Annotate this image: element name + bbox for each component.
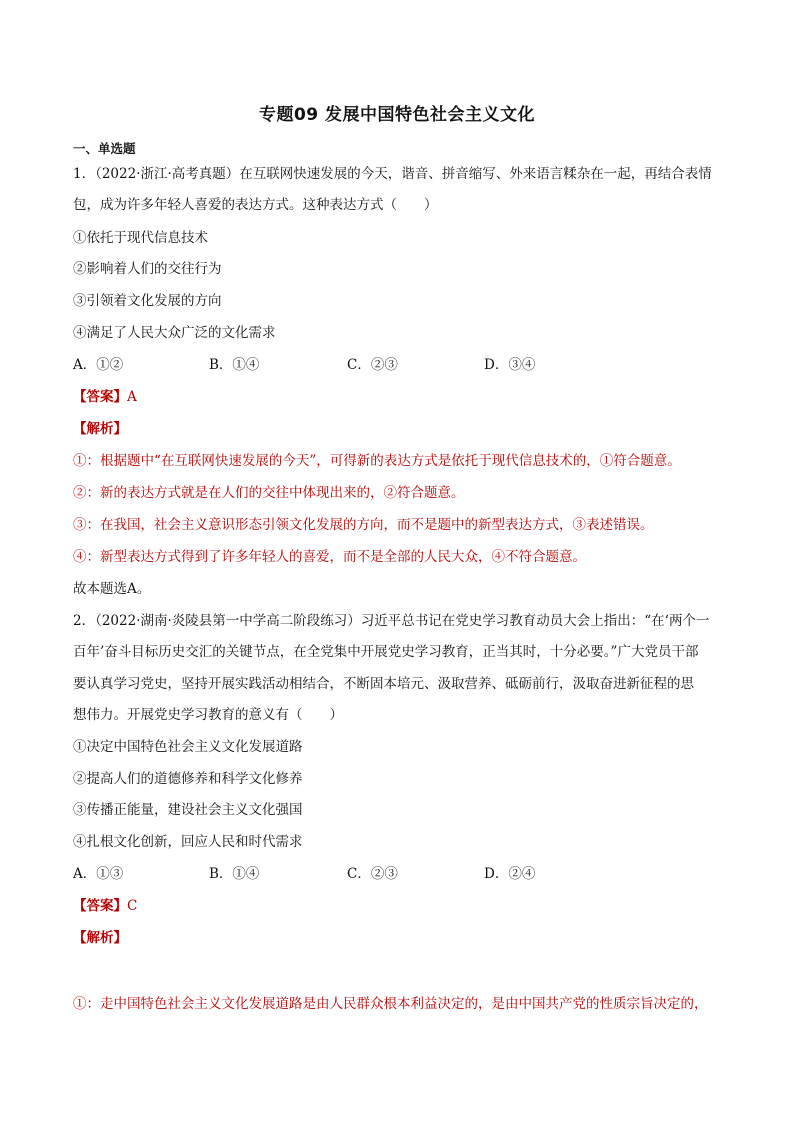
q2-option-b: B．①④ — [209, 866, 260, 882]
q2-answer — [73, 897, 137, 915]
analysis-label: 【解析】 — [73, 421, 127, 437]
q1-statement-4: ④满足了人民大众广泛的文化需求 — [73, 325, 276, 341]
q2-stem-line-1: 2．（2022·湖南·炎陵县第一中学高二阶段练习）习近平总书记在党史学习教育动员大会上指出：“在‘两个一 — [73, 613, 710, 629]
answer-value: A — [127, 389, 137, 405]
q1-analysis-2: ②：新的表达方式就是在人们的交往中体现出来的，②符合题意。 — [73, 485, 465, 501]
q1-analysis-1: ①：根据题中“在互联网快速发展的今天”，可得新的表达方式是依托于现代信息技术的，①符合题意。 — [73, 453, 681, 469]
analysis-label: 【解析】 — [73, 930, 127, 946]
q1-analysis-heading — [73, 420, 127, 438]
answer-label: 【答案】 — [73, 898, 127, 914]
q2-stem-line-2: 百年’奋斗目标历史交汇的关键节点，在全党集中开展党史学习教育，正当其时，十分必要。”广大党员干部 — [73, 644, 699, 660]
answer-label: 【答案】 — [73, 389, 127, 405]
q2-option-a: A．①③ — [73, 866, 124, 882]
q2-stem-line-3: 要认真学习党史，坚持开展实践活动相结合，不断固本培元、汲取营养、砥砺前行，汲取奋进新征程的思 — [73, 676, 694, 692]
q1-analysis-4: ④：新型表达方式得到了许多年轻人的喜爱，而不是全部的人民大众，④不符合题意。 — [73, 549, 586, 565]
q1-stem-line-1: 1．（2022·浙江·高考真题）在互联网快速发展的今天，谐音、拼音缩写、外来语言糅杂在一起，再结合表情 — [73, 166, 712, 182]
q2-statement-4: ④扎根文化创新，回应人民和时代需求 — [73, 834, 303, 850]
q2-analysis-1: ①：走中国特色社会主义文化发展道路是由人民群众根本利益决定的，是由中国共产党的性质宗旨决定的， — [73, 996, 708, 1012]
answer-value: C — [127, 898, 138, 914]
q2-option-d: D．②④ — [484, 866, 536, 882]
q1-statement-3: ③引领着文化发展的方向 — [73, 293, 222, 309]
q2-statement-3: ③传播正能量，建设社会主义文化强国 — [73, 802, 303, 818]
q1-option-a: A．①② — [73, 357, 124, 373]
q1-stem-line-2: 包，成为许多年轻人喜爱的表达方式。这种表达方式（ ） — [73, 197, 438, 213]
q1-answer — [73, 388, 137, 406]
q1-conclusion: 故本题选A。 — [73, 581, 151, 597]
q1-analysis-3: ③：在我国，社会主义意识形态引领文化发展的方向，而不是题中的新型表达方式，③表述错误。 — [73, 517, 654, 533]
page-title: 专题09 发展中国特色社会主义文化 — [258, 105, 536, 125]
q1-option-c: C．②③ — [347, 357, 398, 373]
q2-analysis-heading — [73, 929, 127, 947]
q1-option-d: D．③④ — [484, 357, 536, 373]
q1-statement-2: ②影响着人们的交往行为 — [73, 261, 222, 277]
q1-option-b: B．①④ — [209, 357, 260, 373]
q2-stem-line-4: 想伟力。开展党史学习教育的意义有（ ） — [73, 707, 343, 723]
q1-statement-1: ①依托于现代信息技术 — [73, 230, 208, 246]
q2-option-c: C．②③ — [347, 866, 398, 882]
q2-statement-2: ②提高人们的道德修养和科学文化修养 — [73, 771, 303, 787]
section-heading: 一、单选题 — [73, 141, 136, 156]
q2-statement-1: ①决定中国特色社会主义文化发展道路 — [73, 739, 303, 755]
